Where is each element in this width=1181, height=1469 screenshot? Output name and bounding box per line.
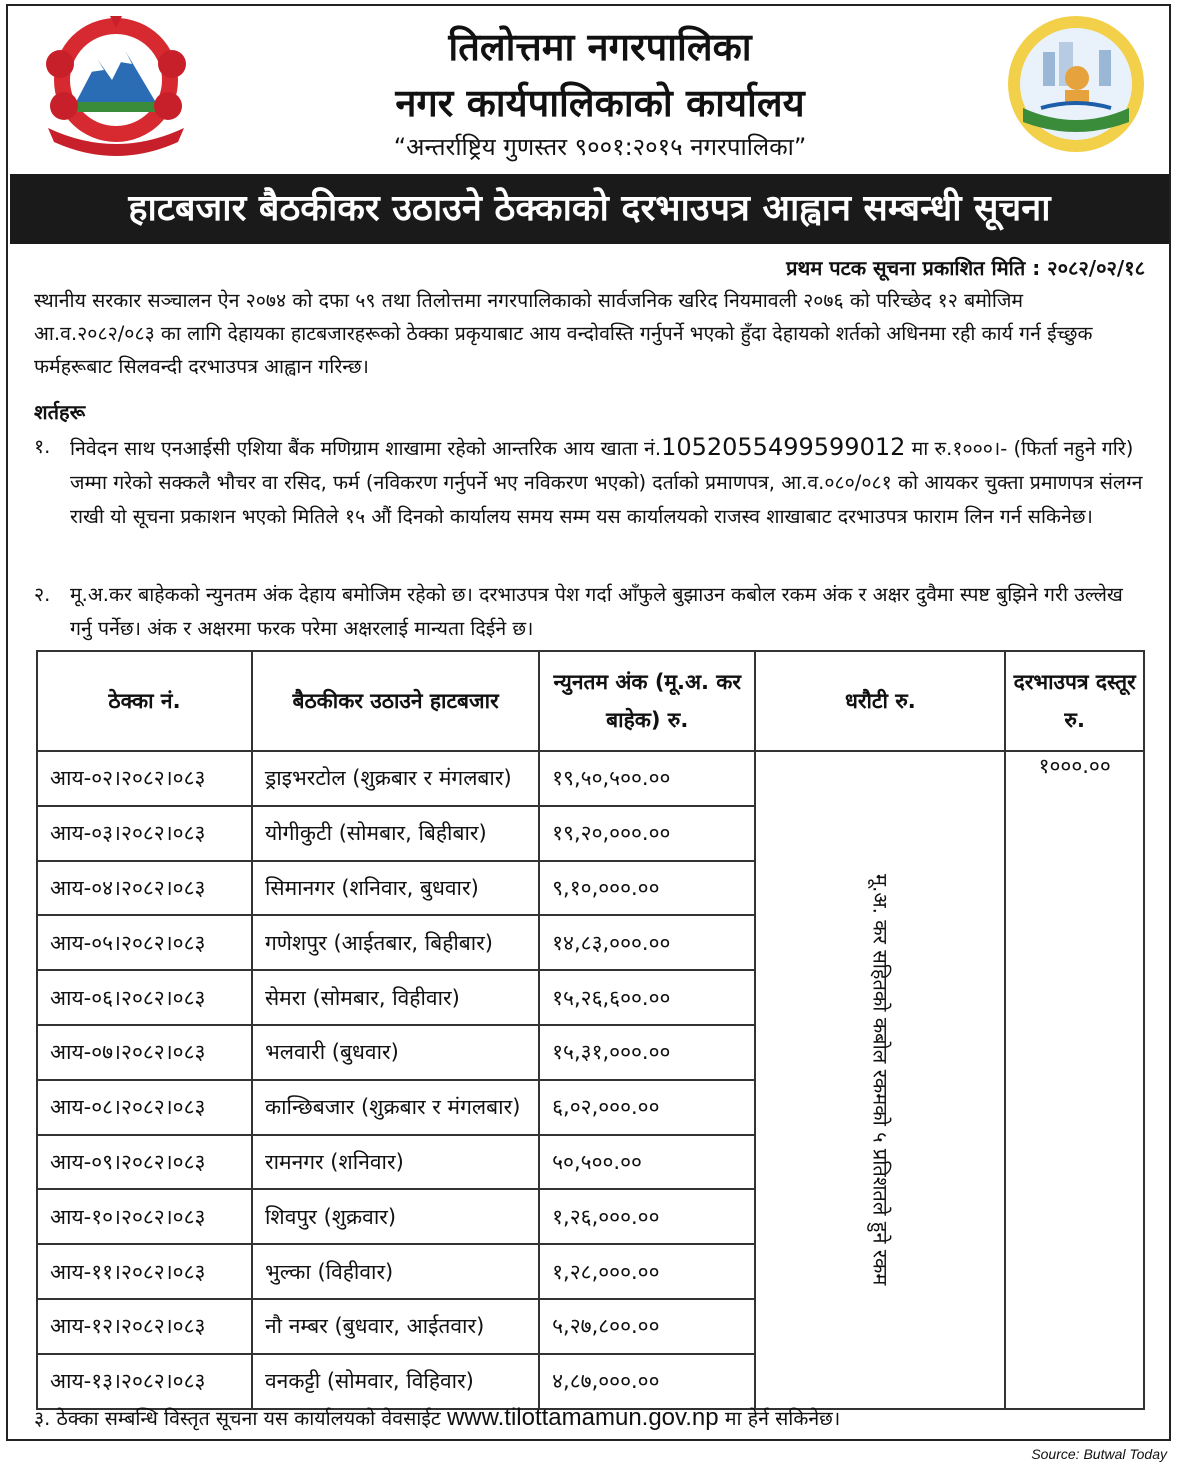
min-amount: ६,०२,०००.०० xyxy=(539,1080,755,1135)
col-header-market: बैठकीकर उठाउने हाटबजार xyxy=(252,651,539,751)
market-name: नौ नम्बर (बुधवार, आईतवार) xyxy=(252,1299,539,1354)
contract-no: आय-०२।२०८२।०८३ xyxy=(37,751,252,806)
municipality-logo-icon xyxy=(1003,12,1149,156)
condition-text: निवेदन साथ एनआईसी एशिया बैंक मणिग्राम शाखामा रहेको आन्तरिक आय खाता नं. xyxy=(70,437,662,460)
municipality-name: तिलोत्तमा नगरपालिका xyxy=(448,25,752,69)
notice-title-banner: हाटबजार बैठकीकर उठाउने ठेक्काको दरभाउपत्र आह्वान सम्बन्धी सूचना xyxy=(10,174,1169,244)
market-name: रामनगर (शनिवार) xyxy=(252,1135,539,1190)
market-name: योगीकुटी (सोमबार, बिहीबार) xyxy=(252,806,539,861)
contract-no: आय-०५।२०८२।०८३ xyxy=(37,915,252,970)
min-amount: ९,१०,०००.०० xyxy=(539,861,755,916)
market-name: भुल्का (विहीवार) xyxy=(252,1244,539,1299)
col-header-contract-no: ठेक्का नं. xyxy=(37,651,252,751)
contract-no: आय-०७।२०८२।०८३ xyxy=(37,1025,252,1080)
condition-text: ठेक्का सम्बन्धि विस्तृत सूचना यस कार्यालयको वेवसाईट xyxy=(56,1407,441,1430)
contract-no: आय-०३।२०८२।०८३ xyxy=(37,806,252,861)
publication-date: प्रथम पटक सूचना प्रकाशित मिति : २०८२/०२/१८ xyxy=(786,256,1145,280)
market-name: शिवपुर (शुक्रवार) xyxy=(252,1189,539,1244)
condition-number: २. xyxy=(34,583,51,606)
contract-no: आय-१३।२०८२।०८३ xyxy=(37,1354,252,1409)
condition-text: मू.अ.कर बाहेकको न्युनतम अंक देहाय बमोजिम रहेको छ। दरभाउपत्र पेश गर्दा आँफुले बुझाउन कबोल रकम अंक र अक्षर दुवैमा स्पष्ट बुझिने गरी उल्लेख गर्नु पर्नेछ। अंक र अक्षरमा फरक परेमा अक्षरलाई मान्यता दिईने छ। xyxy=(70,583,1123,640)
min-amount: १४,८३,०००.०० xyxy=(539,915,755,970)
contract-no: आय-०९।२०८२।०८३ xyxy=(37,1135,252,1190)
col-header-fee: दरभाउपत्र दस्तूर रु. xyxy=(1005,651,1144,751)
market-name: भलवारी (बुधवार) xyxy=(252,1025,539,1080)
contract-no: आय-१०।२०८२।०८३ xyxy=(37,1189,252,1244)
market-name: सिमानगर (शनिवार, बुधवार) xyxy=(252,861,539,916)
min-amount: १९,५०,५००.०० xyxy=(539,751,755,806)
col-header-deposit: धरौटी रु. xyxy=(755,651,1005,751)
table-row xyxy=(37,751,1144,806)
condition-1 xyxy=(34,430,1149,534)
website-link[interactable]: www.tilottamamun.gov.np xyxy=(446,1404,719,1431)
market-name: कान्छिबजार (शुक्रबार र मंगलबार) xyxy=(252,1080,539,1135)
col-header-min-amount: न्युनतम अंक (मू.अ. कर बाहेक) रु. xyxy=(539,651,755,751)
condition-number: १. xyxy=(34,435,51,458)
min-amount: १५,२६,६००.०० xyxy=(539,970,755,1025)
market-name: गणेशपुर (आईतबार, बिहीबार) xyxy=(252,915,539,970)
market-name: वनकट्टी (सोमवार, विहिवार) xyxy=(252,1354,539,1409)
min-amount: १५,३१,०००.०० xyxy=(539,1025,755,1080)
contract-table xyxy=(36,650,1145,1410)
min-amount: ५,२७,८००.०० xyxy=(539,1299,755,1354)
min-amount: १,२८,०००.०० xyxy=(539,1244,755,1299)
condition-text: मा हेर्न सकिनेछ। xyxy=(724,1407,841,1430)
deposit-text: मू.अ. कर सहितको कबोल रकमको ५ प्रतिशतले हुने रकम xyxy=(868,874,893,1286)
office-name: नगर कार्यपालिकाको कार्यालय xyxy=(395,81,805,125)
condition-3 xyxy=(34,1404,840,1432)
iso-tagline: “अन्तर्राष्ट्रिय गुणस्तर ९००१:२०१५ नगरपालिका” xyxy=(393,133,807,161)
contract-no: आय-०४।२०८२।०८३ xyxy=(37,861,252,916)
intro-paragraph: स्थानीय सरकार सञ्चालन ऐन २०७४ को दफा ५९ तथा तिलोत्तमा नगरपालिकाको सार्वजनिक खरिद नियमावली २०७६ को परिच्छेद १२ बमोजिम आ.व.२०८२/०८३ का लागि देहायका हाटबजारहरूको ठेक्का प्रकृयाबाट आय वन्दोवस्ति गर्नुपर्ने भएको हुँदा देहायको शर्तको अधिनमा रही कार्य गर्न ईच्छुक फर्महरूबाट सिलवन्दी दरभाउपत्र आह्वान गरिन्छ। xyxy=(34,289,1093,378)
condition-2 xyxy=(34,578,1149,646)
min-amount: ४,८७,०००.०० xyxy=(539,1354,755,1409)
min-amount: १,२६,०००.०० xyxy=(539,1189,755,1244)
condition-text: मा रु.१०००।- (फिर्ता नहुने गरि) जम्मा गरेको सक्कलै भौचर वा रसिद, फर्म (नविकरण गर्नुपर्ने भए नविकरण भएको) दर्ताको प्रमाणपत्र, आ.व.०८०/०८१ को आयकर चुक्ता प्रमाणपत्र संलग्न राखी यो सूचना प्रकाशन भएको मितिले १५ औं दिनको कार्यालय समय सम्म यस कार्यालयको राजस्व शाखाबाट दरभाउपत्र फाराम लिन गर्न सकिनेछ। xyxy=(70,437,1143,528)
market-name: ड्राइभरटोल (शुक्रबार र मंगलबार) xyxy=(252,751,539,806)
conditions-heading: शर्तहरू xyxy=(34,400,86,424)
contract-no: आय-०६।२०८२।०८३ xyxy=(37,970,252,1025)
market-name: सेमरा (सोमबार, विहीवार) xyxy=(252,970,539,1025)
table-header-row xyxy=(37,651,1144,751)
contract-no: आय-१२।२०८२।०८३ xyxy=(37,1299,252,1354)
account-number: 1052055499599012 xyxy=(661,433,906,461)
min-amount: ५०,५००.०० xyxy=(539,1135,755,1190)
min-amount: १९,२०,०००.०० xyxy=(539,806,755,861)
source-credit: Source: Butwal Today xyxy=(1031,1446,1167,1462)
nepal-emblem-icon xyxy=(28,10,204,156)
deposit-cell xyxy=(755,751,1005,1409)
condition-number: ३. xyxy=(34,1407,51,1430)
contract-no: आय-०८।२०८२।०८३ xyxy=(37,1080,252,1135)
contract-no: आय-११।२०८२।०८३ xyxy=(37,1244,252,1299)
fee-cell: १०००.०० xyxy=(1005,751,1144,1409)
